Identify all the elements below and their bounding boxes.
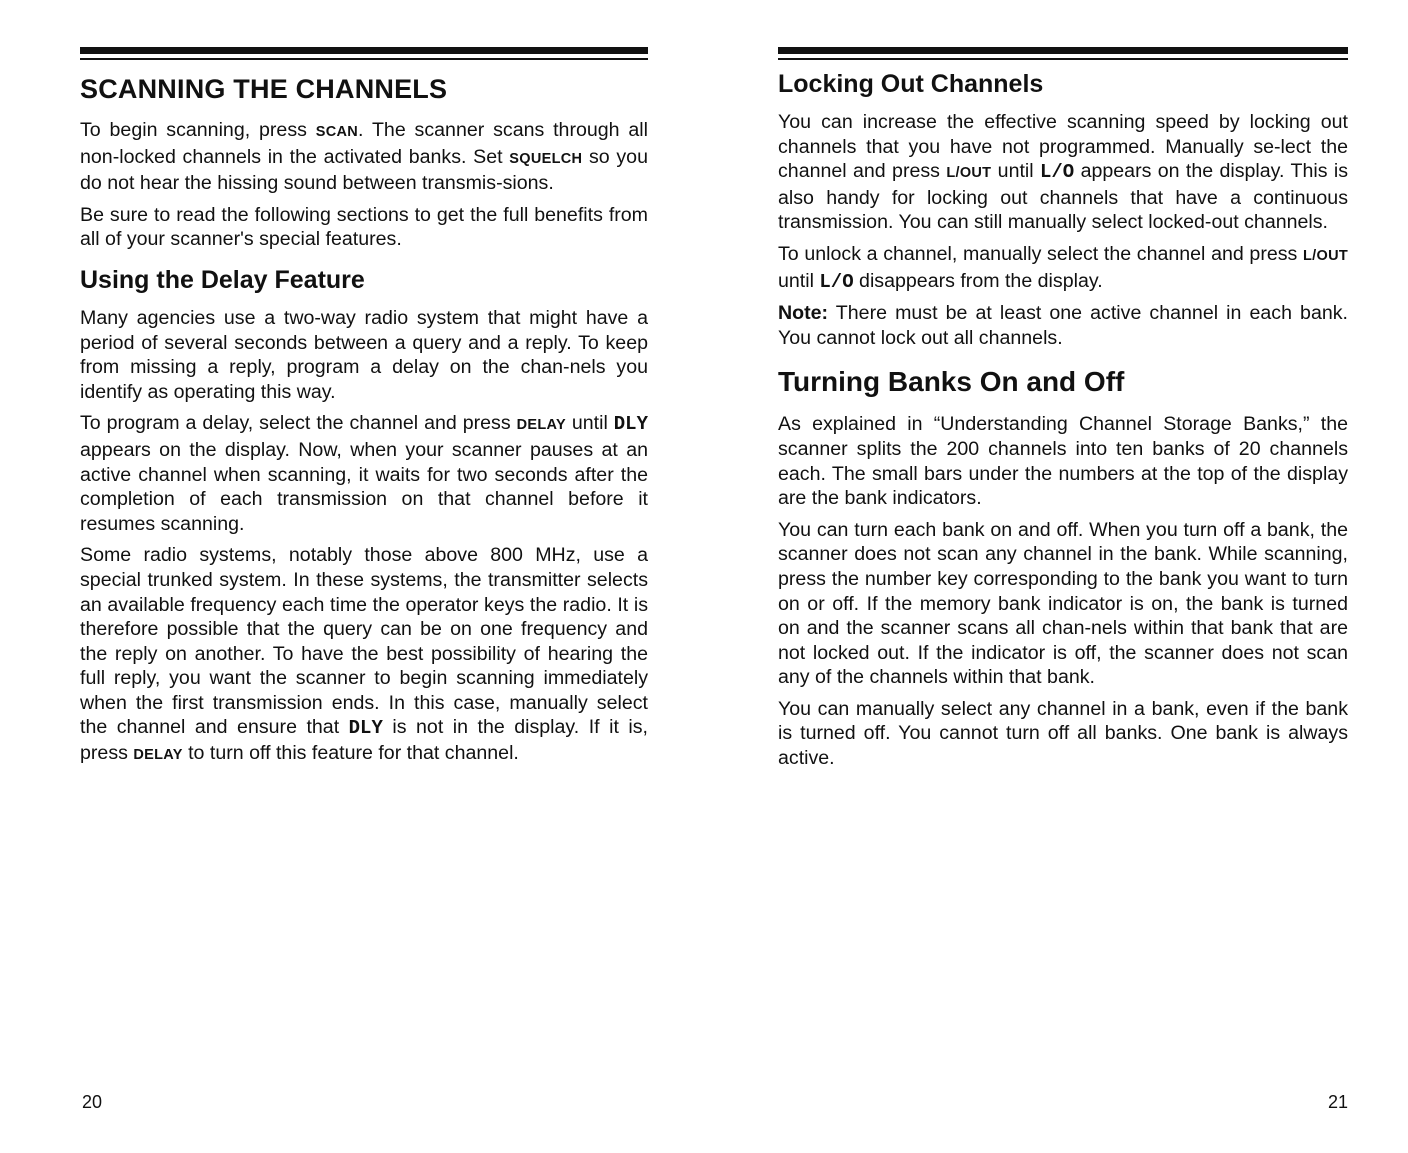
paragraph-manual-select: You can manually select any channel in a bank, even if the bank is turned off. You cannot turn off all banks. One bank is always active. [778,697,1348,770]
header-rule-thick [80,47,648,54]
paragraph-trunked-systems: Some radio systems, notably those above 800 MHz, use a special trunked system. In these systems, the transmitter selects an available frequency each time the operator keys the radio. It is therefore possible that the query can be on one frequency and the reply on another. To have the best possibility of hearing the full reply, you want the scanner to begin scanning immediately when the first transmission ends. In this case, manually select the channel and ensure that DLY is not in the display. If it is, press DELAY to turn off this feature for that channel. [80,544,648,765]
paragraph-note: Note: There must be at least one active channel in each bank. You cannot lock out all channels. [778,302,1348,349]
key-lout: L/OUT [1303,247,1348,264]
lcd-dly: DLY [348,717,383,740]
key-delay: DELAY [516,417,566,434]
paragraph-agencies: Many agencies use a two-way radio system that might have a period of several seconds between a query and a reply. To keep from missing a reply, program a delay on the chan-nels you identify as operating this way. [80,306,648,403]
key-lout: L/OUT [946,165,992,182]
paragraph-banks-explained: As explained in “Understanding Channel Storage Banks,” the scanner splits the 200 channels into ten banks of 20 channels each. The small bars under the numbers at the top of the display are the bank indicators. [778,413,1348,510]
heading-locking-out: Locking Out Channels [778,70,1044,98]
paragraph-program-delay: To program a delay, select the channel and press DELAY until DLY appears on the display. Now, when your scanner pauses at an active channel when scanning, it waits for two seconds after the completion of each transmission on that channel before it resumes scanning. [80,412,648,535]
paragraph-read-sections: Be sure to read the following sections to get the full benefits from all of your scanner's special features. [80,203,648,251]
left-page-content [80,72,648,775]
subheading-delay-feature: Using the Delay Feature [80,265,365,294]
section-heading-scanning: SCANNING THE CHANNELS [80,74,448,104]
header-rule-thick [778,47,1348,54]
key-squelch: SQUELCH [509,150,583,167]
paragraph-lockout: You can increase the effective scanning speed by locking out channels that you have not programmed. Manually se-lect the channel and press L/OUT until L/O appears on the display. This is also handy for locking out channels that have a continuous transmission. You can still manually select locked-out channels. [778,111,1349,234]
heading-turning-banks: Turning Banks On and Off [778,366,1125,398]
paragraph-begin-scanning: To begin scanning, press SCAN. The scanner scans through all non-locked channels in the activated banks. Set SQUELCH so you do not hear the hissing sound between transmis-sions. [80,119,648,195]
lcd-lo: L/O [819,270,854,293]
header-rule-thin [80,58,648,60]
page-number-left: 20 [82,1092,103,1112]
note-label: Note: [778,302,829,325]
header-rule-thin [778,58,1348,60]
key-scan: SCAN [315,124,359,140]
lcd-dly: DLY [613,413,648,436]
key-delay: DELAY [133,747,183,764]
lcd-lo: L/O [1040,161,1075,184]
page-number-right: 21 [1328,1092,1349,1112]
paragraph-turn-bank-on-off: You can turn each bank on and off. When you turn off a bank, the scanner does not scan any channel in the bank. While scanning, press the number key corresponding to the bank you want to turn on or off. If the memory bank indicator is on, the bank is turned on and the scanner scans all chan-nels within that bank that are not locked out. If the indicator is off, the scanner does not scan any of the channels within that bank. [778,518,1348,689]
paragraph-unlock: To unlock a channel, manually select the channel and press L/OUT until L/O disappears from the display. [778,242,1348,293]
right-page-content [778,68,1348,778]
